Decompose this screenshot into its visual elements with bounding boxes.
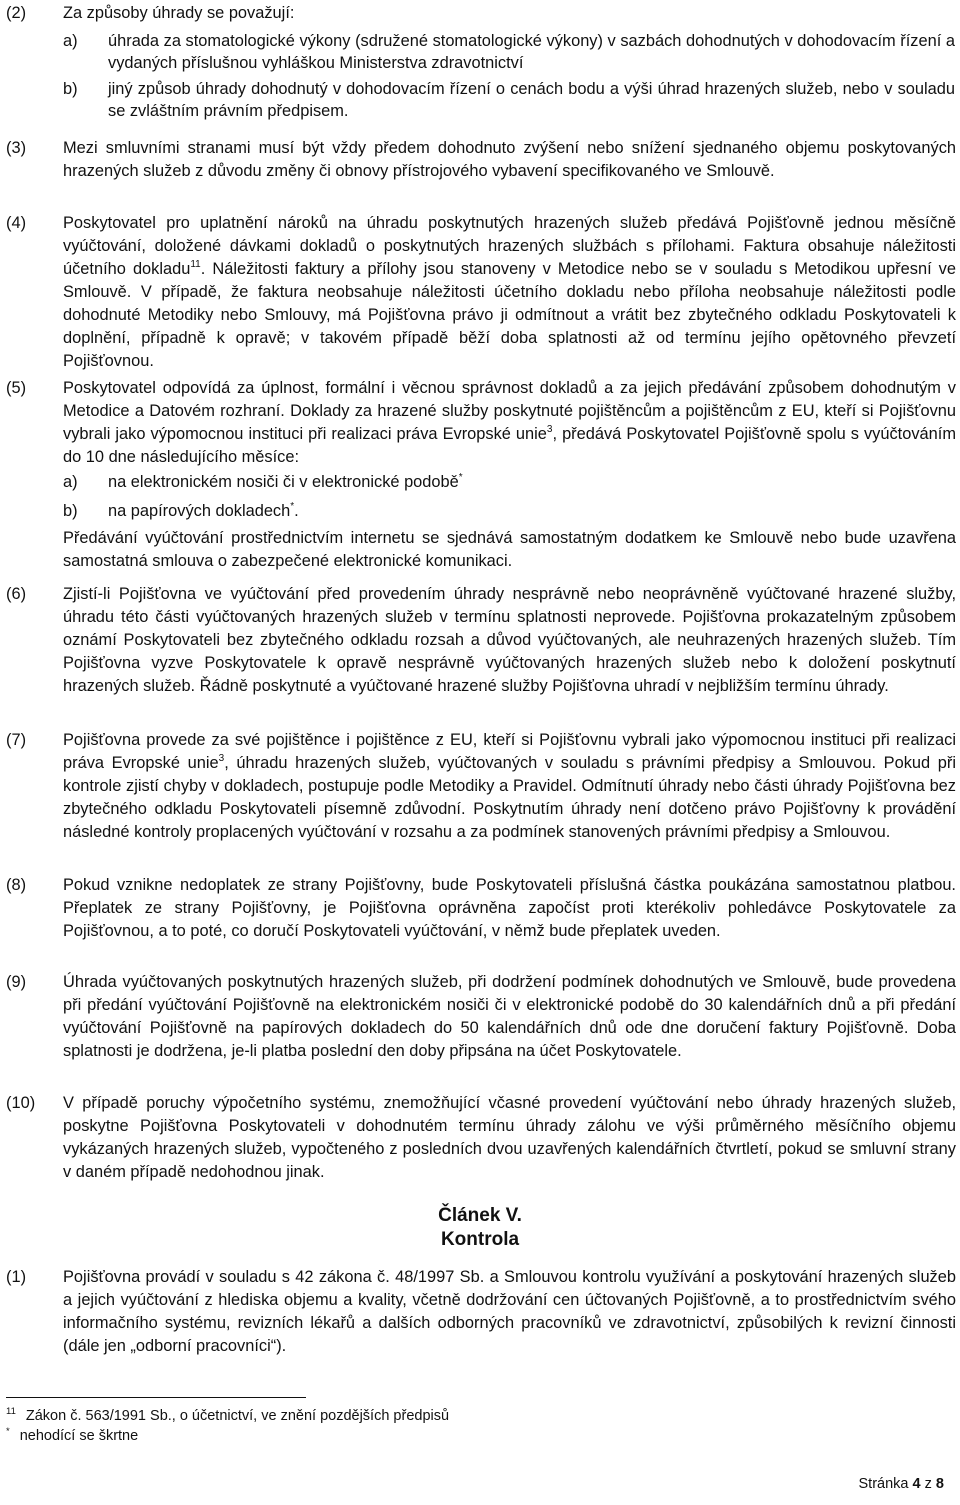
text-segment: . Náležitosti faktury a přílohy jsou stanoveny v Metodice nebo se v souladu s Metodikou upřesní ve Smlouvě. V případě, že faktura neobsahuje náležitosti účetního dokladu nebo příloha neobsahuje náležitosti podle dohodnuté Metodiky nebo Smlouvy, má Pojišťovna právo ji odmítnout a vrátit bez zbytečného odkladu Poskytovateli k doplnění, případně k opravě; v takovém případě běží doba splatnosti až od termínu jejího opětovného převzetí Pojišťovnou. — [63, 260, 956, 370]
page-total: 8 — [935, 1476, 944, 1492]
item-label: b) — [63, 80, 78, 98]
paragraph-number: (9) — [6, 973, 27, 991]
paragraph-text: Zjistí-li Pojišťovna ve vyúčtování před provedením úhrady nesprávně nebo neoprávněně vyúčtované hrazené služby, úhradu této části vyúčtovaných hrazených služeb v termínu splatnosti neprovede. Pojišťovna prokazatelným způsobem oznámí Poskytovateli bez zbytečného odkladu rozsah a důvod vyúčtovaných, ale neuhrazených hrazených služeb. Tím Pojišťovna vyzve Poskytovatele k opravě nesprávně vyúčtovaných hrazených služeb nebo k doložení poskytnutí hrazených služeb. Řádně poskytnuté a vyúčtované hrazené služby Pojišťovna uhradí v nejbližším termínu úhrady. — [63, 585, 956, 695]
footnote-mark: * — [6, 1426, 10, 1437]
item-label: b) — [63, 502, 78, 520]
paragraph-2 — [0, 2, 960, 25]
footnote-ref: * — [458, 472, 463, 483]
item-text — [108, 471, 955, 493]
page-current: 4 — [912, 1476, 921, 1492]
paragraph-text — [63, 212, 956, 373]
item-label: a) — [63, 473, 78, 491]
footnote-ref: 3 — [546, 424, 553, 435]
paragraph-number: (8) — [6, 876, 27, 894]
page-number — [859, 1476, 944, 1492]
item-text: jiný způsob úhrady dohodnutý v dohodovacím řízení o cenách bodu a výši úhrad hrazených služeb, nebo v souladu se zvláštním právním předpisem. — [108, 80, 955, 120]
paragraph-text: V případě poruchy výpočetního systému, znemožňující včasné provedení vyúčtování nebo úhrady hrazených služeb, poskytne Pojišťovna Poskytovateli v dohodnutém termínu úhrady zálohu ve výši průměrného měsíčního objemu vykázaných hrazených služeb, vypočteného z posledních dvou uzavřených kalendářních čtvrtletí, pokud se smluvní strany v daném případě nedohodnou jinak. — [63, 1094, 956, 1181]
paragraph-text — [63, 729, 956, 844]
footnote-text: Zákon č. 563/1991 Sb., o účetnictví, ve znění pozdějších předpisů — [25, 1408, 450, 1424]
text-segment: , předává Poskytovatel Pojišťovně spolu s vyúčtováním do 10 dne následujícího měsíce: — [63, 425, 956, 466]
paragraph-text: Za způsoby úhrady se považují: — [63, 4, 295, 22]
item-label: a) — [63, 32, 78, 50]
item-text — [108, 500, 955, 522]
paragraph-text: Předávání vyúčtování prostřednictvím internetu se sjednává samostatným dodatkem ke Smlouvě nebo bude uzavřena samostatná smlouva o zabezpečené elektronické komunikaci. — [63, 529, 956, 570]
paragraph-text: Pokud vznikne nedoplatek ze strany Pojišťovny, bude Poskytovateli příslušná částka poukázána samostatnou platbou. Přeplatek ze strany Pojišťovny, je Pojišťovna oprávněna započíst proti kterékoliv pohledávce Poskytovatele za Pojišťovnou, a to poté, co doručí Poskytovateli vyúčtování, v němž bude přeplatek uveden. — [63, 876, 956, 940]
text-segment: na elektronickém nosiči či v elektronické podobě — [108, 473, 459, 491]
paragraph-text: Mezi smluvními stranami musí být vždy předem dohodnuto zvýšení nebo snížení sjednaného objemu poskytovaných hrazených služeb z důvodu změny či obnovy přístrojového vybavení specifikovaného ve Smlouvě. — [63, 139, 956, 180]
article-title: Článek V. — [438, 1205, 522, 1226]
footnote — [6, 1426, 138, 1446]
page-of: z — [924, 1476, 932, 1492]
text-segment: na papírových dokladech — [108, 502, 291, 520]
paragraph-number: (2) — [6, 4, 27, 22]
footnote-mark: 11 — [6, 1406, 16, 1417]
footnote-separator — [6, 1397, 306, 1398]
footnote-text: nehodící se škrtne — [19, 1428, 139, 1444]
paragraph-number: (3) — [6, 139, 27, 157]
paragraph-text: Pojišťovna provádí v souladu s 42 zákona č. 48/1997 Sb. a Smlouvou kontrolu využívání a poskytování hrazených služeb a jejich vyúčtování z hlediska objemu a kvality, včetně dodržování cen účtovaných Pojišťovně, a to prostřednictvím svého informačního systému, revizních lékařů a dalších odborných pracovníků ve zdravotnictví, způsobilých k revizní činnosti (dále jen „odborní pracovníci“). — [63, 1268, 956, 1355]
paragraph-number: (10) — [6, 1094, 36, 1112]
paragraph-text: Úhrada vyúčtovaných poskytnutých hrazených služeb, při dodržení podmínek dohodnutých ve Smlouvě, bude provedena při předání vyúčtování Pojišťovně na elektronickém nosiči či v elektronické podobě do 30 kalendářních dnů a při předání vyúčtování Pojišťovně na papírových dokladech do 50 kalendářních dnů ode dne doručení faktury Pojišťovně. Doba splatnosti je dodržena, je-li platba poslední den doby připsána na účet Poskytovatele. — [63, 973, 956, 1060]
text-segment: Pojišťovna provede za své pojištěnce i pojištěnce z EU, kteří si Pojišťovnu vybrali jako výpomocnou instituci při realizaci práva Evropské unie — [63, 731, 956, 772]
article-subtitle: Kontrola — [440, 1229, 520, 1250]
text-segment: Poskytovatel pro uplatnění nároků na úhradu poskytnutých hrazených služeb předává Pojišťovně jednou měsíčně vyúčtování, doložené dávkami dokladů o poskytnutých hrazených službách s přílohami. Faktura obsahuje náležitosti účetního dokladu — [63, 214, 956, 278]
paragraph-number: (7) — [6, 731, 27, 749]
item-text: úhrada za stomatologické výkony (sdružené stomatologické výkony) v sazbách dohodnutých v dohodovacím řízení a vydaných příslušnou vyhláškou Ministerstva zdravotnictví — [108, 32, 955, 72]
text-segment: , úhradu hrazených služeb, vyúčtovaných v souladu s právními předpisy a Smlouvou. Pokud při kontrole zjistí chyby v dokladech, postupuje podle Metodiky a Pravidel. Odmítnutí úhrady nebo části úhrady Pojišťovna bez zbytečného odkladu Poskytovateli písemně zdůvodní. Poskytnutím úhrady není dotčeno právo Pojišťovny k provádění následné kontroly proplacených vyúčtování v rozsahu a za podmínek stanovených právními předpisy a Smlouvou. — [63, 754, 956, 841]
paragraph-number: (5) — [6, 379, 27, 397]
text-segment: Poskytovatel odpovídá za úplnost, formální i věcnou správnost dokladů a za jejich předávání způsobem dohodnutým v Metodice a Datovém rozhraní. Doklady za hrazené služby poskytnuté pojištěncům a pojištěncům z EU, kteří si Pojišťovnu vybrali jako výpomocnou instituci při realizaci práva Evropské unie — [63, 379, 956, 443]
text-segment: . — [294, 502, 299, 520]
page-label: Stránka — [858, 1476, 909, 1492]
paragraph-number: (1) — [6, 1268, 27, 1286]
footnote-ref: 3 — [218, 753, 225, 764]
paragraph-number: (6) — [6, 585, 27, 603]
footnote-ref: 11 — [190, 259, 201, 270]
paragraph-number: (4) — [6, 214, 27, 232]
footnote — [6, 1406, 449, 1426]
paragraph-text — [63, 377, 956, 469]
footnote-ref: * — [290, 501, 295, 512]
